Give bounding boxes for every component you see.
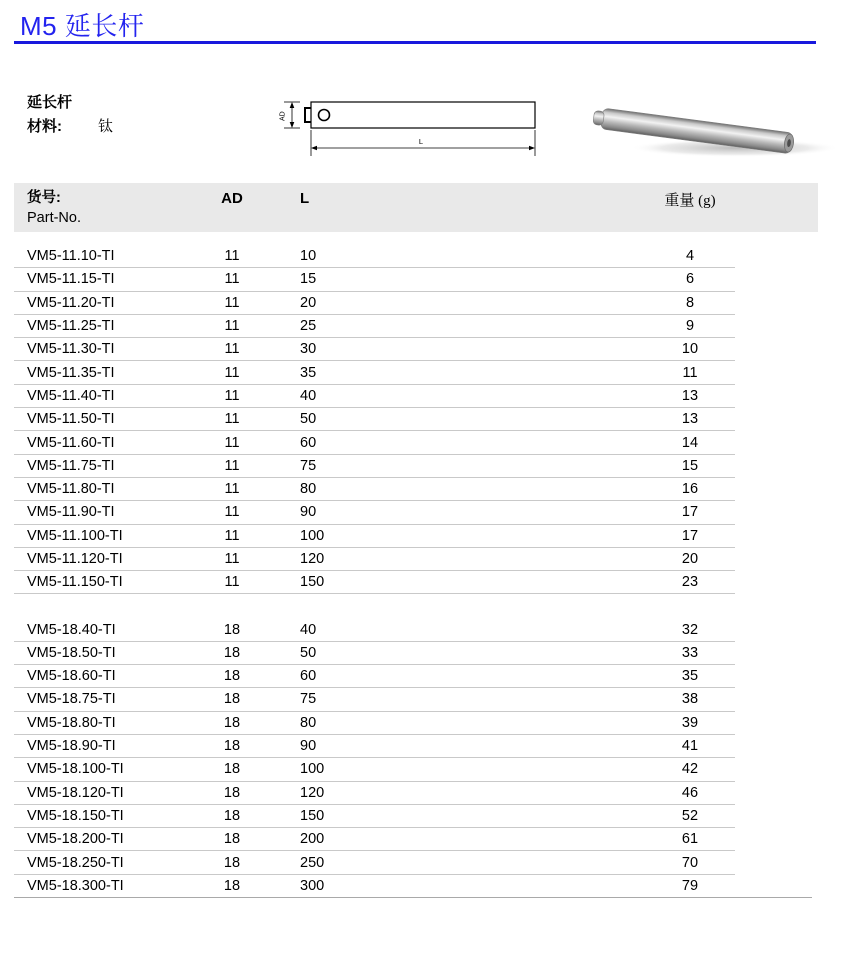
table-row — [14, 642, 735, 665]
table-row — [14, 385, 735, 408]
page-title: M5 延长杆 — [20, 11, 145, 41]
weight-cell: 42 — [681, 761, 699, 778]
l-cell: 250 — [300, 854, 325, 871]
ad-cell: 11 — [224, 248, 240, 265]
weight-cell: 8 — [685, 294, 695, 311]
part-no-cell: VM5-11.30-TI — [27, 341, 115, 358]
l-cell: 120 — [300, 784, 325, 801]
table-bottom-divider — [14, 897, 812, 899]
l-cell: 300 — [300, 878, 325, 895]
part-no-cell: VM5-18.200-TI — [27, 831, 124, 848]
ad-cell: 11 — [224, 387, 240, 404]
l-cell: 75 — [300, 691, 317, 708]
table-row — [14, 851, 735, 874]
l-cell: 100 — [300, 527, 325, 544]
l-cell: 80 — [300, 481, 317, 498]
table-row — [14, 431, 735, 454]
l-cell: 40 — [300, 621, 317, 638]
table-row — [14, 758, 735, 781]
l-cell: 75 — [300, 457, 317, 474]
part-no-cell: VM5-18.100-TI — [27, 761, 124, 778]
ad-cell: 18 — [223, 878, 241, 895]
l-cell: 10 — [300, 248, 317, 265]
ad-cell: 11 — [224, 481, 240, 498]
ad-cell: 18 — [223, 691, 241, 708]
weight-cell: 16 — [681, 481, 699, 498]
ad-cell: 18 — [223, 738, 241, 755]
weight-cell: 41 — [681, 738, 699, 755]
part-no-cell: VM5-11.75-TI — [27, 457, 115, 474]
product-photo — [585, 82, 860, 167]
part-no-cell: VM5-11.90-TI — [27, 504, 115, 521]
part-no-cell: VM5-11.60-TI — [27, 434, 115, 451]
table-row — [14, 478, 735, 501]
weight-cell: 39 — [681, 714, 699, 731]
l-cell: 200 — [300, 831, 325, 848]
column-header-part-no — [14, 188, 192, 228]
weight-cell: 9 — [685, 318, 695, 335]
table-row — [14, 292, 735, 315]
table-row — [14, 735, 735, 758]
weight-cell: 10 — [681, 341, 699, 358]
l-cell: 90 — [300, 738, 317, 755]
l-cell: 15 — [300, 271, 317, 288]
weight-cell: 32 — [681, 621, 699, 638]
weight-cell: 4 — [685, 248, 695, 265]
parts-table-body — [14, 245, 735, 898]
column-header-ad: AD — [221, 190, 243, 207]
part-no-cell: VM5-11.120-TI — [27, 551, 123, 567]
part-no-cell: VM5-18.40-TI — [27, 621, 116, 638]
ad-cell: 11 — [224, 434, 240, 451]
material-line — [27, 116, 113, 138]
table-row — [14, 828, 735, 851]
part-no-cell: VM5-18.300-TI — [27, 878, 124, 895]
l-cell: 90 — [300, 504, 317, 521]
weight-cell: 13 — [681, 411, 699, 428]
ad-cell: 18 — [223, 621, 241, 638]
l-cell: 20 — [300, 294, 317, 311]
dimension-drawing — [276, 92, 548, 164]
ad-cell: 11 — [224, 527, 240, 544]
l-cell: 80 — [300, 714, 317, 731]
part-no-cell: VM5-18.90-TI — [27, 738, 116, 755]
section-gap — [14, 594, 735, 618]
dim-l-label: L — [418, 137, 424, 146]
l-cell: 50 — [300, 411, 317, 428]
part-no-cell: VM5-11.25-TI — [27, 318, 115, 335]
table-row — [14, 805, 735, 828]
weight-cell: 23 — [681, 574, 699, 591]
table-row — [14, 315, 735, 338]
weight-cell: 52 — [681, 807, 699, 824]
ad-cell: 18 — [223, 714, 241, 731]
ad-cell: 11 — [224, 457, 240, 474]
ad-cell: 18 — [223, 761, 241, 778]
weight-cell: 15 — [681, 457, 699, 474]
l-cell: 50 — [300, 644, 317, 661]
table-row — [14, 665, 735, 688]
weight-cell: 79 — [681, 878, 699, 895]
ad-cell: 11 — [224, 271, 240, 288]
table-row — [14, 571, 735, 594]
weight-cell: 14 — [681, 434, 699, 451]
part-no-cell: VM5-11.50-TI — [27, 411, 115, 428]
l-cell: 60 — [300, 668, 317, 685]
part-no-label-zh: 货号: — [27, 190, 61, 206]
ad-cell: 18 — [223, 784, 241, 801]
l-cell: 25 — [300, 318, 317, 335]
table-row — [14, 245, 735, 268]
ad-cell: 18 — [223, 831, 241, 848]
ad-cell: 18 — [223, 854, 241, 871]
l-cell: 30 — [300, 341, 317, 358]
ad-cell: 11 — [224, 294, 240, 311]
l-cell: 40 — [300, 387, 317, 404]
table-row — [14, 782, 735, 805]
table-row — [14, 408, 735, 431]
weight-cell: 35 — [681, 668, 699, 685]
weight-cell: 33 — [681, 644, 699, 661]
part-no-cell: VM5-11.20-TI — [27, 294, 115, 311]
l-cell: 120 — [300, 551, 325, 567]
part-no-cell: VM5-18.60-TI — [27, 668, 116, 685]
ad-cell: 11 — [224, 364, 240, 381]
product-name: 延长杆 — [27, 94, 73, 111]
table-row — [14, 688, 735, 711]
part-no-cell: VM5-11.10-TI — [27, 248, 115, 265]
table-row — [14, 712, 735, 735]
ad-cell: 18 — [223, 644, 241, 661]
ad-cell: 11 — [224, 318, 240, 335]
ad-cell: 18 — [223, 668, 241, 685]
part-no-cell: VM5-11.35-TI — [27, 364, 115, 381]
part-no-cell: VM5-18.50-TI — [27, 644, 116, 661]
weight-cell: 70 — [681, 854, 699, 871]
parts-table-header — [14, 183, 818, 232]
part-no-cell: VM5-18.250-TI — [27, 854, 124, 871]
part-no-cell: VM5-11.150-TI — [27, 574, 123, 591]
column-header-weight: 重量 (g) — [664, 193, 716, 209]
l-cell: 150 — [300, 574, 325, 591]
product-info — [27, 92, 113, 138]
l-cell: 100 — [300, 761, 325, 778]
part-no-cell: VM5-11.40-TI — [27, 387, 115, 404]
table-row — [14, 268, 735, 291]
weight-cell: 46 — [681, 784, 699, 801]
weight-cell: 11 — [682, 364, 698, 381]
table-row — [14, 875, 735, 898]
weight-cell: 13 — [681, 387, 699, 404]
weight-cell: 61 — [681, 831, 699, 848]
table-row — [14, 548, 735, 571]
ad-cell: 11 — [224, 574, 240, 591]
l-cell: 150 — [300, 807, 325, 824]
ad-cell: 11 — [224, 411, 240, 428]
part-no-label-en: Part-No. — [27, 210, 81, 226]
weight-cell: 17 — [681, 527, 699, 544]
material-label: 材料: — [27, 118, 62, 135]
part-no-cell: VM5-18.75-TI — [27, 691, 116, 708]
title-divider — [14, 41, 816, 44]
table-row — [14, 501, 735, 524]
part-no-cell: VM5-11.100-TI — [27, 527, 123, 544]
table-row — [14, 455, 735, 478]
weight-cell: 17 — [681, 504, 699, 521]
material-value: 钛 — [98, 118, 114, 135]
part-no-cell: VM5-18.80-TI — [27, 714, 116, 731]
table-row — [14, 361, 735, 384]
dim-ad-label: AD — [279, 111, 287, 121]
ad-cell: 18 — [223, 807, 241, 824]
part-no-cell: VM5-11.80-TI — [27, 481, 115, 498]
table-row — [14, 618, 735, 641]
table-row — [14, 338, 735, 361]
part-no-cell: VM5-18.150-TI — [27, 807, 124, 824]
ad-cell: 11 — [224, 341, 240, 358]
ad-cell: 11 — [224, 551, 240, 567]
table-row — [14, 525, 735, 548]
part-no-cell: VM5-18.120-TI — [27, 784, 124, 801]
l-cell: 60 — [300, 434, 317, 451]
column-header-l: L — [300, 190, 310, 207]
part-no-cell: VM5-11.15-TI — [27, 271, 115, 288]
l-cell: 35 — [300, 364, 317, 381]
weight-cell: 20 — [681, 551, 699, 567]
weight-cell: 38 — [681, 691, 699, 708]
weight-cell: 6 — [685, 271, 695, 288]
ad-cell: 11 — [224, 504, 240, 521]
